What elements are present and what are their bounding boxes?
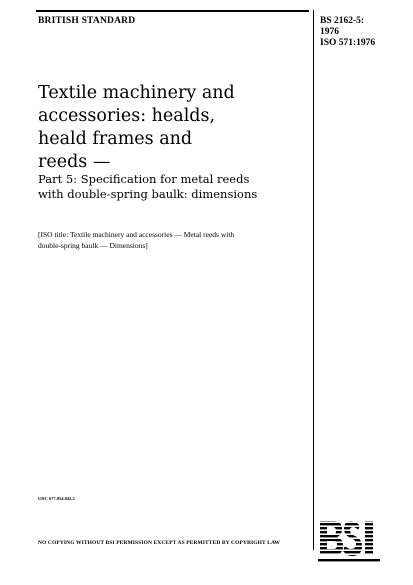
title-line: reeds — <box>38 152 111 172</box>
title-line: accessories: healds, <box>38 106 216 126</box>
main-title <box>38 82 308 174</box>
title-line: heald frames and <box>38 129 193 149</box>
standard-label: BRITISH STANDARD <box>38 16 136 26</box>
doc-id-line: BS 2162-5: <box>320 16 365 26</box>
title-line: Textile machinery and <box>38 83 235 103</box>
part-title-line: with double-spring baulk: dimensions <box>38 187 258 201</box>
part-title-line: Part 5: Specification for metal reeds <box>38 172 250 186</box>
top-rule <box>36 10 309 12</box>
bsi-logo-icon <box>318 515 380 563</box>
iso-title <box>38 229 308 251</box>
vertical-divider <box>313 10 314 550</box>
part-title <box>38 172 308 202</box>
document-identifier <box>320 16 375 49</box>
iso-title-line: [ISO title: Textile machinery and accessories — Metal reeds with <box>38 230 235 239</box>
iso-title-line: double-spring baulk — Dimensions] <box>38 241 148 250</box>
doc-id-line: ISO 571:1976 <box>320 38 376 48</box>
doc-id-line: 1976 <box>320 27 339 37</box>
copyright-notice: NO COPYING WITHOUT BSI PERMISSION EXCEPT AS PERMITTED BY COPYRIGHT LAW <box>38 540 281 546</box>
udc-code: UDC 677.054.842.2 <box>38 496 75 501</box>
